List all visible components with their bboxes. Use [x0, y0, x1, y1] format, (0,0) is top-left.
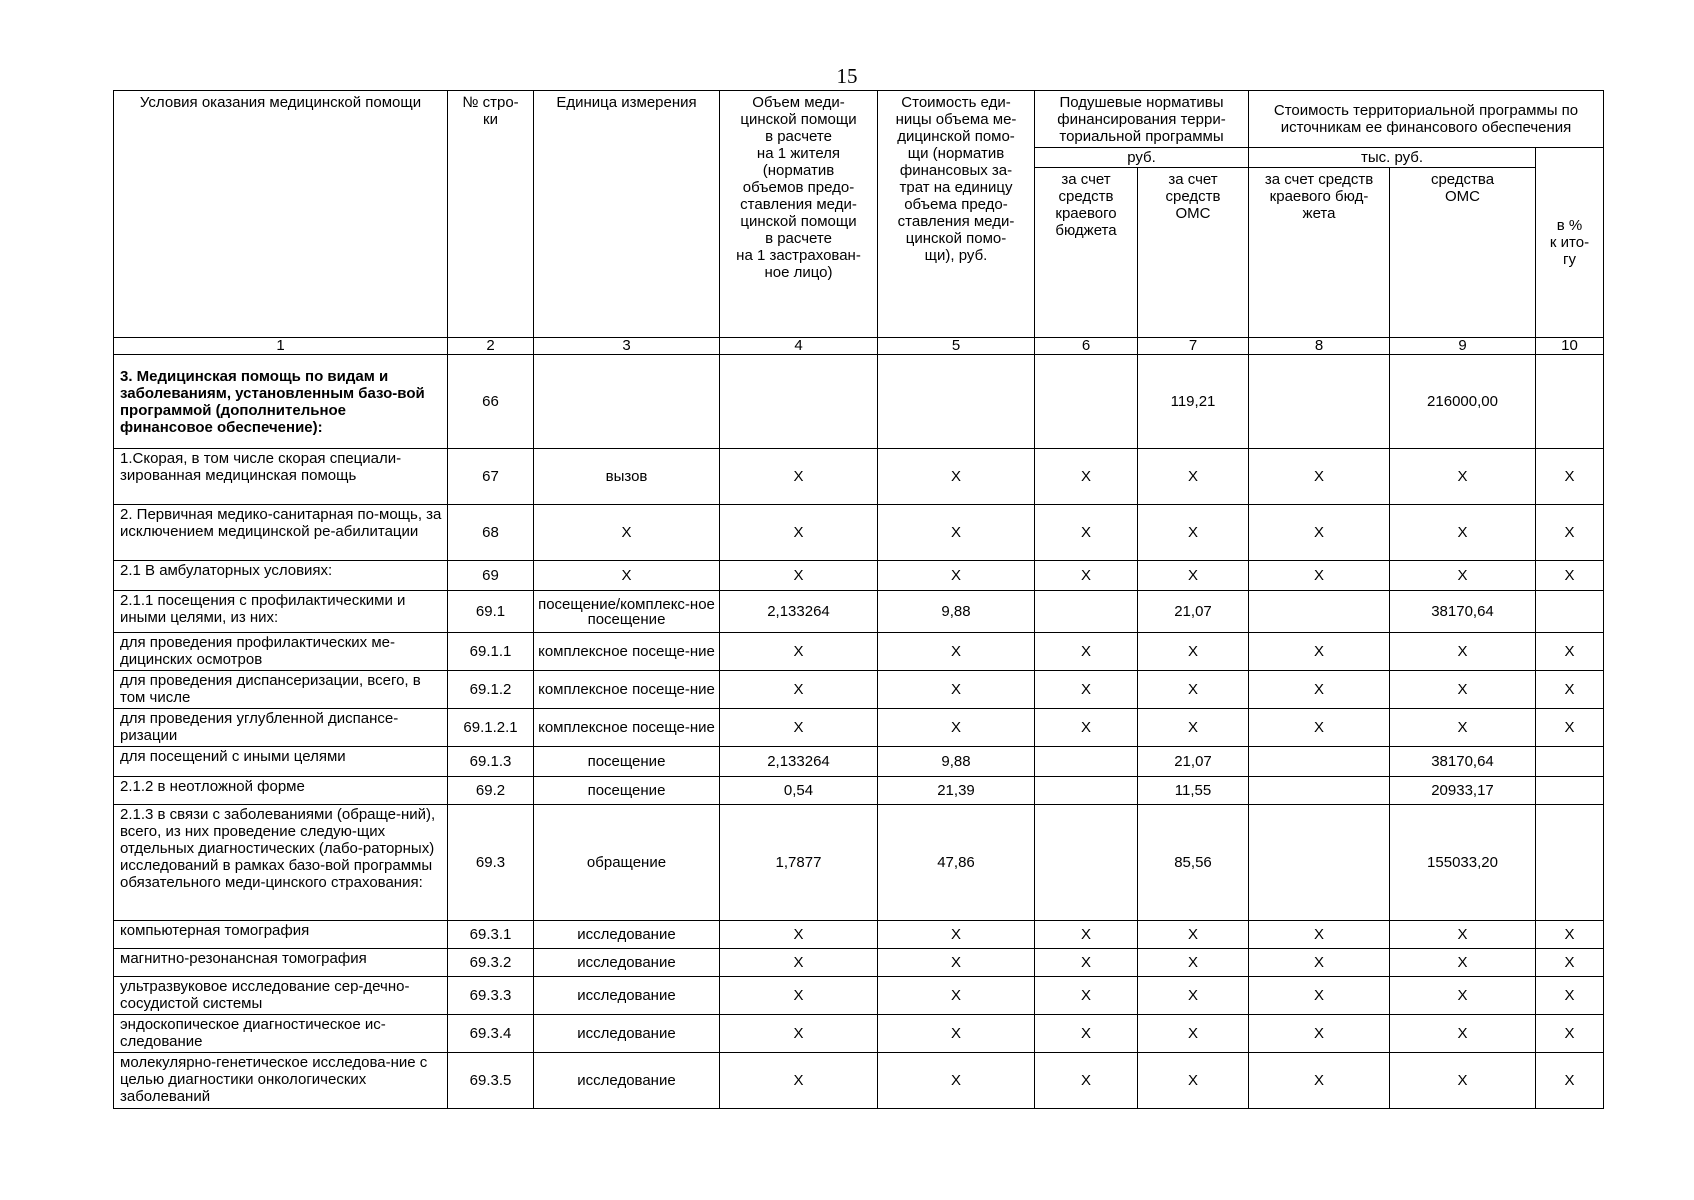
header-unit-rub: руб. — [1035, 148, 1249, 168]
column-number: 9 — [1390, 338, 1536, 355]
table-row — [114, 977, 1604, 1015]
table-cell: комплексное посеще-ние — [534, 709, 720, 747]
table-cell: X — [1035, 505, 1138, 561]
table-cell: 69.3.4 — [448, 1015, 534, 1053]
table-cell: комплексное посеще-ние — [534, 671, 720, 709]
table-cell: X — [878, 671, 1035, 709]
table-row — [114, 747, 1604, 777]
table-cell: X — [1249, 449, 1390, 505]
table-cell: 69.1.3 — [448, 747, 534, 777]
table-cell: X — [1035, 561, 1138, 591]
table-cell: X — [1536, 1015, 1604, 1053]
table-cell: X — [878, 949, 1035, 977]
table-cell: комплексное посеще-ние — [534, 633, 720, 671]
row-label: эндоскопическое диагностическое ис-следование — [114, 1015, 448, 1053]
table-cell — [1536, 805, 1604, 921]
table-cell: X — [1249, 949, 1390, 977]
table-cell: исследование — [534, 921, 720, 949]
table-cell: посещение/комплекс-ное посещение — [534, 591, 720, 633]
table-cell — [1035, 355, 1138, 449]
table-cell — [1536, 777, 1604, 805]
table-cell — [1249, 805, 1390, 921]
header-unit-cost: Стоимость еди- ницы объема ме- дицинской помо- щи (норматив финансовых за- трат на единицу объема предо- ставления меди- цинской помо- щи), руб. — [878, 91, 1035, 338]
row-label: молекулярно-генетическое исследова-ние с целью диагностики онкологических заболеваний — [114, 1053, 448, 1109]
table-cell: 69.3.3 — [448, 977, 534, 1015]
table-cell: X — [878, 1015, 1035, 1053]
row-label: магнитно-резонансная томография — [114, 949, 448, 977]
table-cell: X — [1035, 1015, 1138, 1053]
table-cell: X — [1035, 449, 1138, 505]
table-cell — [1536, 591, 1604, 633]
table-cell: 69.3.1 — [448, 921, 534, 949]
column-number: 5 — [878, 338, 1035, 355]
table-cell: X — [1390, 949, 1536, 977]
table-cell: исследование — [534, 977, 720, 1015]
row-label: для проведения диспансеризации, всего, в том числе — [114, 671, 448, 709]
table-header — [114, 91, 1604, 355]
column-number: 2 — [448, 338, 534, 355]
table-row — [114, 505, 1604, 561]
table-cell: исследование — [534, 949, 720, 977]
table-cell — [1249, 591, 1390, 633]
header-cost-oms: средства ОМС — [1390, 168, 1536, 338]
table-cell: X — [1536, 949, 1604, 977]
table-cell: X — [1390, 1015, 1536, 1053]
table-row — [114, 449, 1604, 505]
table-cell: X — [1390, 921, 1536, 949]
table-cell: X — [1035, 633, 1138, 671]
table-cell — [1035, 591, 1138, 633]
table-cell: 69.1.2 — [448, 671, 534, 709]
table-cell: X — [1249, 709, 1390, 747]
table-cell: X — [1536, 671, 1604, 709]
table-cell: X — [1138, 671, 1249, 709]
table-cell: 20933,17 — [1390, 777, 1536, 805]
table-cell: 85,56 — [1138, 805, 1249, 921]
table-cell: X — [1138, 949, 1249, 977]
table-cell — [1536, 747, 1604, 777]
table-cell: X — [1536, 449, 1604, 505]
table-cell: X — [878, 977, 1035, 1015]
table-cell: X — [1249, 671, 1390, 709]
table-cell — [1249, 747, 1390, 777]
row-label: компьютерная томография — [114, 921, 448, 949]
table-cell: 21,07 — [1138, 747, 1249, 777]
table-cell: 69.2 — [448, 777, 534, 805]
table-cell: 9,88 — [878, 591, 1035, 633]
header-percent: в % к ито- гу — [1536, 148, 1604, 338]
table-cell: 216000,00 — [1390, 355, 1536, 449]
table-cell: X — [1138, 977, 1249, 1015]
table-cell: X — [1390, 561, 1536, 591]
table-cell: X — [1249, 1015, 1390, 1053]
table-cell: X — [1035, 671, 1138, 709]
header-unit: Единица измерения — [534, 91, 720, 338]
table-cell: X — [1536, 561, 1604, 591]
header-oms: за счет средств ОМС — [1138, 168, 1249, 338]
table-cell: X — [1536, 709, 1604, 747]
table-cell: X — [1390, 671, 1536, 709]
row-label: 1.Скорая, в том числе скорая специали-зированная медицинская помощь — [114, 449, 448, 505]
table-cell: посещение — [534, 747, 720, 777]
table-cell: исследование — [534, 1053, 720, 1109]
table-cell: X — [1035, 1053, 1138, 1109]
table-cell: X — [1138, 709, 1249, 747]
row-label: 2.1 В амбулаторных условиях: — [114, 561, 448, 591]
column-number: 1 — [114, 338, 448, 355]
table-cell — [878, 355, 1035, 449]
header-regional-budget: за счет средств краевого бюджета — [1035, 168, 1138, 338]
table-cell: X — [1138, 1015, 1249, 1053]
table-cell: X — [1249, 977, 1390, 1015]
table-row — [114, 355, 1604, 449]
row-label: 2.1.2 в неотложной форме — [114, 777, 448, 805]
table-cell: X — [1390, 709, 1536, 747]
column-number: 8 — [1249, 338, 1390, 355]
table-cell: X — [1035, 949, 1138, 977]
table-cell: X — [878, 709, 1035, 747]
table-cell: 66 — [448, 355, 534, 449]
header-unit-thous-rub: тыс. руб. — [1249, 148, 1536, 168]
table-cell: X — [534, 561, 720, 591]
table-cell: 2,133264 — [720, 591, 878, 633]
table-row — [114, 1015, 1604, 1053]
table-cell — [1249, 777, 1390, 805]
table-cell: 119,21 — [1138, 355, 1249, 449]
table-cell: обращение — [534, 805, 720, 921]
row-label: для проведения углубленной диспансе-ризации — [114, 709, 448, 747]
table-cell: X — [1249, 633, 1390, 671]
row-label: 2. Первичная медико-санитарная по-мощь, за исключением медицинской ре-абилитации — [114, 505, 448, 561]
table-cell: X — [1390, 633, 1536, 671]
table-cell: 69.3.2 — [448, 949, 534, 977]
table-cell: 67 — [448, 449, 534, 505]
table-body — [114, 355, 1604, 1109]
table-cell — [1249, 355, 1390, 449]
table-cell: 11,55 — [1138, 777, 1249, 805]
table-cell: X — [720, 949, 878, 977]
table-cell: X — [1390, 449, 1536, 505]
table-cell: X — [534, 505, 720, 561]
table-cell: X — [1249, 921, 1390, 949]
header-cost-regional-budget: за счет средств краевого бюд- жета — [1249, 168, 1390, 338]
table-cell — [720, 355, 878, 449]
table-cell: X — [1536, 1053, 1604, 1109]
table-cell: X — [720, 921, 878, 949]
table-cell: 69.1.1 — [448, 633, 534, 671]
table-row — [114, 591, 1604, 633]
table-cell: 9,88 — [878, 747, 1035, 777]
table-cell: 38170,64 — [1390, 591, 1536, 633]
table-cell — [1536, 355, 1604, 449]
table-cell: X — [1138, 449, 1249, 505]
table-cell: 69.3 — [448, 805, 534, 921]
table-cell: X — [720, 505, 878, 561]
table-cell: X — [1249, 505, 1390, 561]
table-cell — [534, 355, 720, 449]
table-cell: X — [1536, 977, 1604, 1015]
header-row-number: № стро- ки — [448, 91, 534, 338]
header-conditions: Условия оказания медицинской помощи — [114, 91, 448, 338]
table-cell: X — [1536, 505, 1604, 561]
table-cell: X — [1138, 921, 1249, 949]
table-cell: X — [878, 449, 1035, 505]
table-cell: X — [1536, 633, 1604, 671]
table-row — [114, 805, 1604, 921]
table-row — [114, 561, 1604, 591]
table-row — [114, 921, 1604, 949]
table-cell: X — [1390, 505, 1536, 561]
table-cell: X — [1390, 1053, 1536, 1109]
table-cell: 69.1.2.1 — [448, 709, 534, 747]
row-label: ультразвуковое исследование сер-дечно-сосудистой системы — [114, 977, 448, 1015]
table-cell: 69.3.5 — [448, 1053, 534, 1109]
row-label: 2.1.3 в связи с заболеваниями (обраще-ний), всего, из них проведение следую-щих отдельных диагностических (лабо-раторных) исследований в рамках базо-вой программы обязательного меди-цинского страхования: — [114, 805, 448, 921]
row-label: для проведения профилактических ме-дицинских осмотров — [114, 633, 448, 671]
column-number: 4 — [720, 338, 878, 355]
column-number-row — [114, 338, 1604, 355]
header-program-cost-group: Стоимость территориальной программы по источникам ее финансового обеспечения — [1249, 91, 1604, 148]
column-number: 3 — [534, 338, 720, 355]
table-cell: 155033,20 — [1390, 805, 1536, 921]
table-row — [114, 671, 1604, 709]
row-label: 2.1.1 посещения с профилактическими и иными целями, из них: — [114, 591, 448, 633]
column-number: 6 — [1035, 338, 1138, 355]
table-cell: X — [878, 1053, 1035, 1109]
table-cell: исследование — [534, 1015, 720, 1053]
table-cell: X — [878, 505, 1035, 561]
table-cell: X — [720, 977, 878, 1015]
table-row — [114, 949, 1604, 977]
financing-table — [113, 90, 1604, 1109]
table-cell: X — [878, 921, 1035, 949]
table-cell: X — [720, 1015, 878, 1053]
page-number: 15 — [836, 64, 858, 88]
table-cell — [1035, 747, 1138, 777]
table-cell: X — [878, 633, 1035, 671]
table-cell: X — [1138, 561, 1249, 591]
table-cell: X — [1035, 921, 1138, 949]
table-cell: X — [1536, 921, 1604, 949]
table-row — [114, 633, 1604, 671]
table-cell: X — [1249, 561, 1390, 591]
table-cell — [1035, 805, 1138, 921]
table-cell: 69 — [448, 561, 534, 591]
table-cell: X — [1249, 1053, 1390, 1109]
table-cell: 2,133264 — [720, 747, 878, 777]
header-volume: Объем меди- цинской помощи в расчете на 1 жителя (норматив объемов предо- ставления меди- цинской помощи в расчете на 1 застрахован- ное лицо) — [720, 91, 878, 338]
row-label: 3. Медицинская помощь по видам и заболеваниям, установленным базо-вой программой (дополнительное финансовое обеспечение): — [114, 355, 448, 449]
table-cell: 68 — [448, 505, 534, 561]
table-cell: 47,86 — [878, 805, 1035, 921]
table-cell: 69.1 — [448, 591, 534, 633]
table-cell: 0,54 — [720, 777, 878, 805]
table-cell: X — [720, 633, 878, 671]
table-cell: 21,07 — [1138, 591, 1249, 633]
table-cell: X — [1138, 1053, 1249, 1109]
table-cell: X — [720, 671, 878, 709]
table-row — [114, 709, 1604, 747]
table-cell: X — [878, 561, 1035, 591]
table-cell: 21,39 — [878, 777, 1035, 805]
row-label: для посещений с иными целями — [114, 747, 448, 777]
table-cell: X — [1035, 709, 1138, 747]
column-number: 10 — [1536, 338, 1604, 355]
column-number: 7 — [1138, 338, 1249, 355]
table-cell: посещение — [534, 777, 720, 805]
table-cell: 38170,64 — [1390, 747, 1536, 777]
header-per-capita-group: Подушевые нормативы финансирования терри- ториальной программы — [1035, 91, 1249, 148]
table-cell: X — [1138, 505, 1249, 561]
table-cell: X — [720, 449, 878, 505]
table-cell: X — [1035, 977, 1138, 1015]
table-cell: 1,7877 — [720, 805, 878, 921]
table-cell: X — [720, 709, 878, 747]
table-cell: X — [1390, 977, 1536, 1015]
table-cell: X — [720, 561, 878, 591]
table-row — [114, 1053, 1604, 1109]
table-cell — [1035, 777, 1138, 805]
table-cell: X — [1138, 633, 1249, 671]
table-cell: вызов — [534, 449, 720, 505]
table-cell: X — [720, 1053, 878, 1109]
table-row — [114, 777, 1604, 805]
